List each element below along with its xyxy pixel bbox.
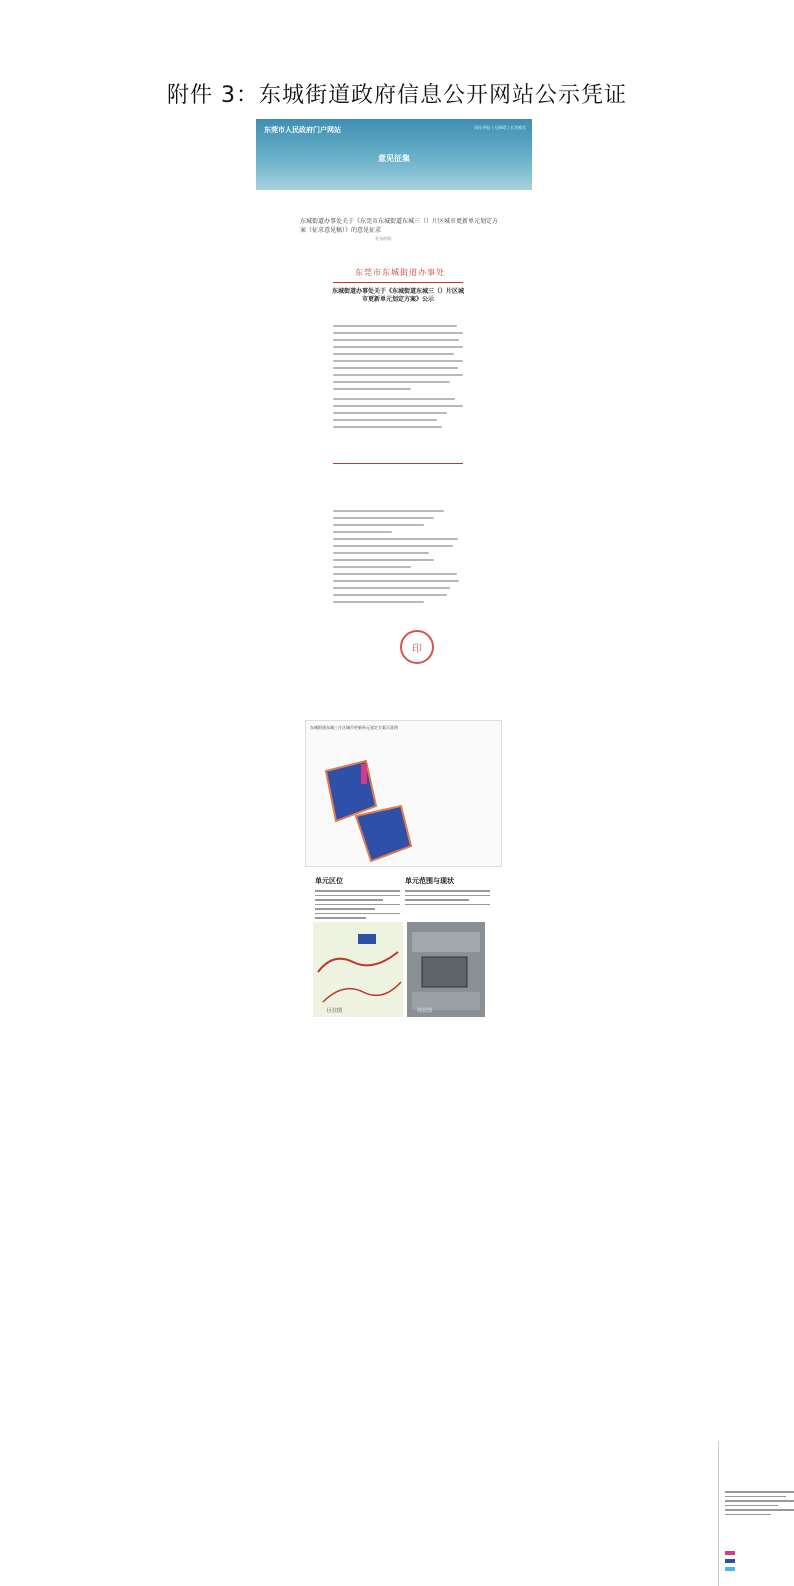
zone-area-north bbox=[326, 761, 376, 821]
location-map bbox=[313, 922, 403, 1017]
document-body-2 bbox=[333, 510, 463, 608]
scope-text bbox=[405, 890, 490, 908]
red-divider-bottom bbox=[333, 463, 463, 464]
document-heading: 东城街道办事处关于《东城街道东城三（）片区城市更新单元划定方案》公示 bbox=[331, 288, 464, 303]
notice-date: 发布时间： bbox=[375, 236, 395, 241]
document-org-header: 东莞市东城街道办事处 bbox=[355, 268, 445, 277]
zone-area-south bbox=[356, 806, 411, 861]
section-unit-scope: 单元范围与现状 bbox=[405, 877, 454, 885]
location-text bbox=[315, 890, 400, 922]
notice-title: 东城街道办事处关于《东莞市东城街道东城三（）片区城市更新单元划定方案（征求意见稿）》的意见征求 bbox=[300, 218, 499, 234]
aerial-photo-caption: 现状图 bbox=[417, 1008, 433, 1014]
website-banner bbox=[256, 119, 532, 190]
official-seal bbox=[400, 630, 434, 664]
zone-plan-svg bbox=[311, 736, 421, 866]
map-caption: 东城街道东城三片区城市更新单元划定方案示意图 bbox=[310, 725, 398, 730]
legend-swatch-light bbox=[725, 1567, 735, 1571]
legend-swatch-blue bbox=[725, 1559, 735, 1563]
zone-marker bbox=[361, 764, 367, 784]
seal-label: 印 bbox=[412, 643, 422, 655]
document-body-1 bbox=[333, 325, 463, 433]
aerial-photo bbox=[407, 922, 485, 1017]
red-divider-top bbox=[333, 282, 463, 283]
location-map-caption: 区位图 bbox=[327, 1008, 343, 1014]
page-title: 附件 3：东城街道政府信息公开网站公示凭证 bbox=[167, 83, 627, 108]
scheme-map bbox=[305, 720, 502, 867]
section-title: 意见征集 bbox=[378, 154, 410, 163]
legend-swatch-red bbox=[725, 1551, 735, 1555]
top-links[interactable]: 网站导航 | 无障碍 | 长者模式 bbox=[474, 125, 526, 130]
section-unit-location: 单元区位 bbox=[315, 877, 343, 885]
site-name[interactable]: 东莞市人民政府门户网站 bbox=[264, 126, 341, 134]
map-legend bbox=[718, 1441, 794, 1586]
